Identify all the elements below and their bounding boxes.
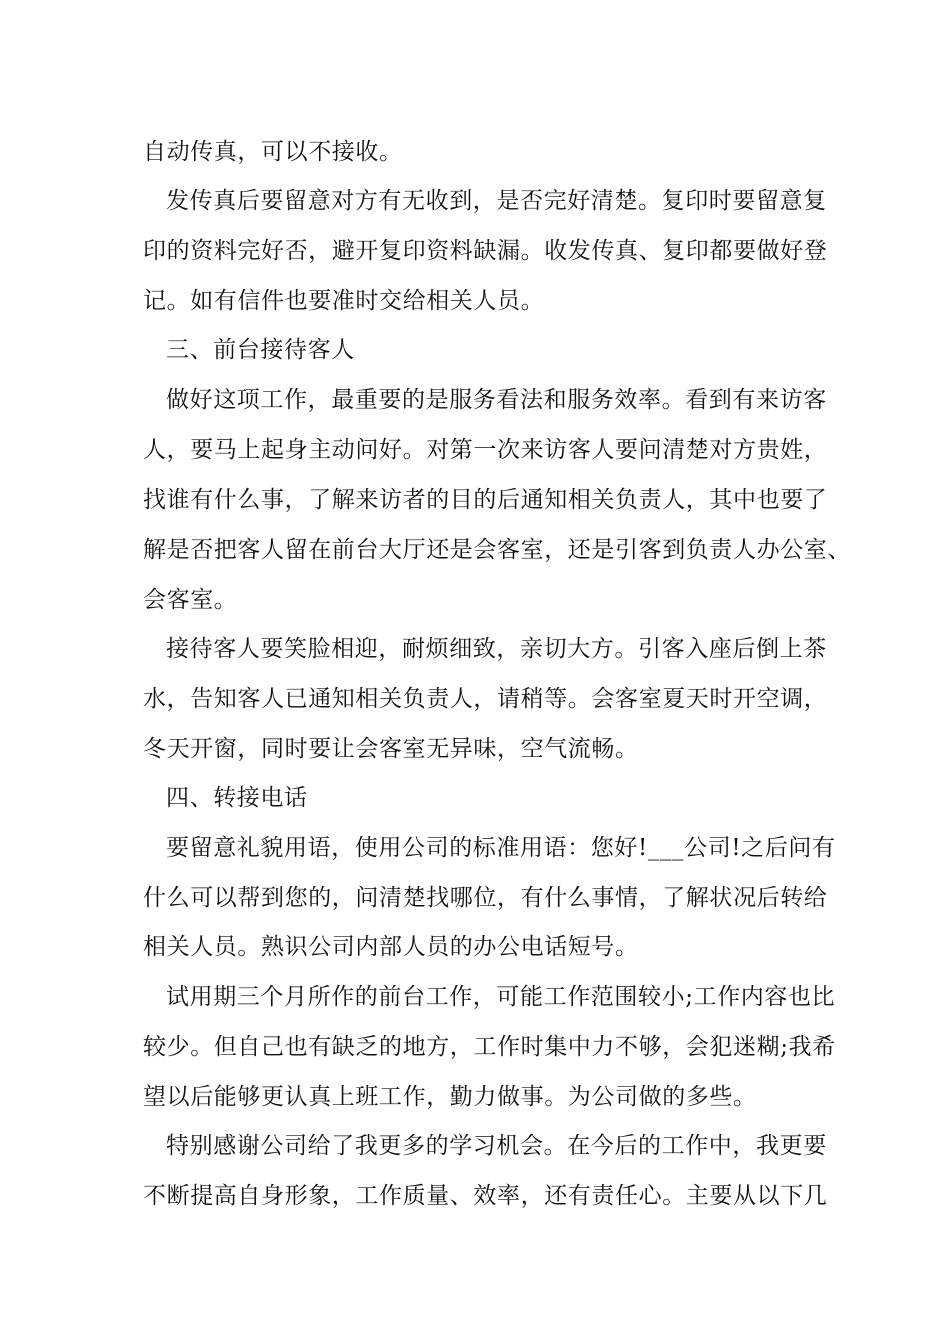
paragraph-line: 试用期三个月所作的前台工作，可能工作范围较小;工作内容也比 [166, 984, 836, 1010]
paragraph-line: 特别感谢公司给了我更多的学习机会。在今后的工作中，我更要 [166, 1133, 827, 1159]
text-line: 较少。但自己也有缺乏的地方，工作时集中力不够，会犯迷糊;我希 [143, 1034, 836, 1060]
text-line: 不断提高自身形象，工作质量、效率，还有责任心。主要从以下几 [143, 1183, 828, 1209]
text-line: 什么可以帮到您的，问清楚找哪位，有什么事情，了解状况后转给 [143, 885, 828, 911]
text-line: 相关人员。熟识公司内部人员的办公电话短号。 [143, 934, 639, 960]
text-line: 望以后能够更认真上班工作，勤力做事。为公司做的多些。 [143, 1084, 757, 1110]
text-line: 记。如有信件也要准时交给相关人员。 [143, 288, 545, 314]
text-line: 印的资料完好否，避开复印资料缺漏。收发传真、复印都要做好登 [143, 238, 828, 264]
text-line: 会客室。 [143, 587, 238, 613]
paragraph-line: 接待客人要笑脸相迎，耐烦细致，亲切大方。引客入座后倒上茶 [166, 636, 827, 662]
text-line: 找谁有什么事，了解来访者的目的后通知相关负责人，其中也要了 [143, 487, 828, 513]
section-heading: 三、前台接待客人 [166, 337, 355, 363]
section-heading: 四、转接电话 [166, 785, 308, 811]
paragraph-line: 要留意礼貌用语，使用公司的标准用语：您好!___公司!之后问有 [166, 835, 836, 861]
text-line: 冬天开窗，同时要让会客室无异味，空气流畅。 [143, 736, 639, 762]
text-line: 解是否把客人留在前台大厅还是会客室，还是引客到负责人办公室、 [143, 537, 851, 563]
text-line: 人，要马上起身主动问好。对第一次来访客人要问清楚对方贵姓， [143, 437, 828, 463]
text-line: 自动传真，可以不接收。 [143, 139, 403, 165]
text-line: 水，告知客人已通知相关负责人，请稍等。会客室夏天时开空调， [143, 686, 828, 712]
paragraph-line: 发传真后要留意对方有无收到，是否完好清楚。复印时要留意复 [166, 188, 827, 214]
paragraph-line: 做好这项工作，最重要的是服务看法和服务效率。看到有来访客 [166, 387, 827, 413]
